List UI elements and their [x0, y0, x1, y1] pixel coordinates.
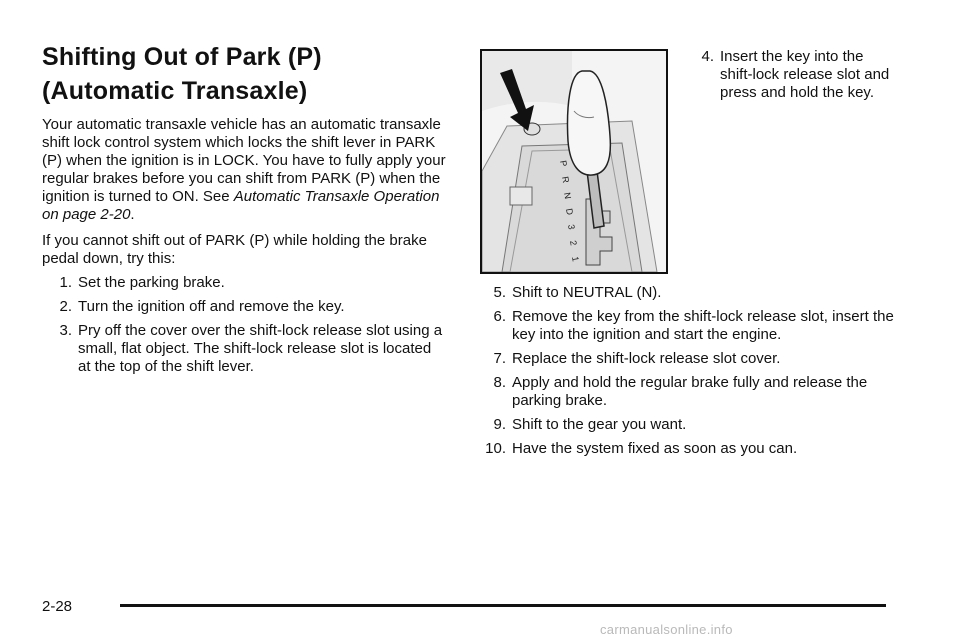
gate-letter-d: D [564, 207, 576, 216]
intro-paragraph [42, 116, 447, 224]
steps-list-left [42, 274, 447, 376]
list-item [470, 440, 910, 458]
step-text: Pry off the cover over the shift-lock release slot using a small, flat object. The shift-lock release slot is located at the top of the shift lever. [78, 322, 443, 375]
step-number: 7. [493, 350, 506, 367]
step-number: 3. [59, 322, 72, 339]
gate-letter-p: P [558, 159, 569, 168]
list-item [470, 350, 910, 368]
list-item [470, 308, 910, 344]
step-number: 1. [59, 274, 72, 291]
step-number: 2. [59, 298, 72, 315]
gate-letter-2: 2 [568, 239, 579, 247]
cross-reference-link[interactable]: Automatic Transaxle Operation on page 2-20 [42, 188, 440, 223]
step-text: Apply and hold the regular brake fully and release the parking brake. [512, 374, 868, 409]
list-item [470, 374, 910, 410]
list-item [42, 298, 447, 316]
step-text: Have the system fixed as soon as you can. [512, 440, 798, 457]
list-item [42, 274, 447, 292]
step-text: Set the parking brake. [78, 274, 225, 291]
list-item [684, 48, 894, 102]
gate-letter-3: 3 [566, 223, 577, 231]
step-text: Replace the shift-lock release slot cover. [512, 350, 781, 367]
list-item [42, 322, 447, 376]
footer-divider [120, 604, 886, 607]
section-title [42, 40, 447, 108]
steps-list-right [470, 278, 910, 458]
step-text: Shift to the gear you want. [512, 416, 687, 433]
list-item [470, 416, 910, 434]
list-item [470, 284, 910, 302]
step-number: 10. [485, 440, 506, 457]
step-number: 9. [493, 416, 506, 433]
intro-text-end: . [130, 206, 135, 223]
gate-letter-n: N [562, 191, 574, 200]
watermark: carmanualsonline.info [600, 622, 733, 637]
page-number: 2-28 [42, 598, 73, 615]
steps-list-figure [684, 48, 894, 102]
title-line-1: Shifting Out of Park (P) [42, 43, 322, 71]
step-number: 4. [701, 48, 714, 65]
gate-letter-r: R [560, 175, 572, 184]
title-line-2: (Automatic Transaxle) [42, 77, 308, 105]
shift-lever-illustration [480, 49, 668, 274]
step-number: 6. [493, 308, 506, 325]
step-text: Shift to NEUTRAL (N). [512, 284, 662, 301]
step-number: 5. [493, 284, 506, 301]
step-text: Insert the key into the shift-lock release slot and press and hold the key. [720, 48, 890, 101]
if-cannot-paragraph: If you cannot shift out of PARK (P) while holding the brake pedal down, try this: [42, 232, 427, 267]
gate-letter-1: 1 [570, 255, 581, 263]
left-column [42, 40, 447, 376]
intro-text: Your automatic transaxle vehicle has an automatic transaxle shift lock control system which locks the shift lever in PARK (P) when the ignition is in LOCK. You have to fully apply your regular brakes before you can shift from PARK (P) when the ignition is turned to ON. See [42, 116, 446, 205]
step-number: 8. [493, 374, 506, 391]
step-text: Turn the ignition off and remove the key. [78, 298, 345, 315]
step-text: Remove the key from the shift-lock release slot, insert the key into the ignition and start the engine. [512, 308, 894, 343]
